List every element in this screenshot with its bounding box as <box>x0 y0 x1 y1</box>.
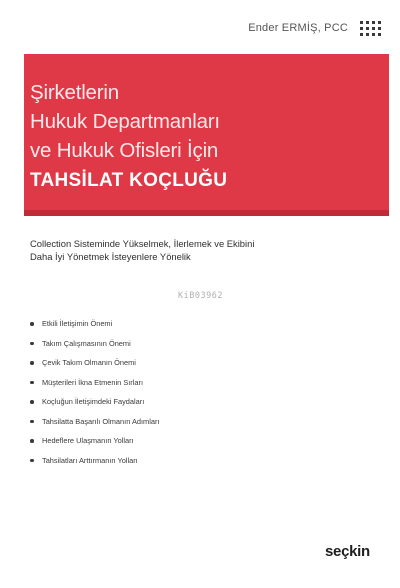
bullet-icon <box>30 439 34 443</box>
author-name: Ender ERMİŞ, PCC <box>248 22 348 34</box>
bullet-icon <box>30 322 34 326</box>
title-lines <box>30 78 220 165</box>
bullet-icon <box>30 459 34 463</box>
topic-item <box>30 435 159 455</box>
book-title: TAHSİLAT KOÇLUĞU <box>30 170 228 191</box>
topic-item <box>30 416 159 436</box>
title-line: Hukuk Departmanları <box>30 110 220 133</box>
watermark: KiB03962 <box>178 291 223 301</box>
topic-item <box>30 396 159 416</box>
topic-item <box>30 318 159 338</box>
topic-label: Koçluğun İletişimdeki Faydaları <box>42 397 145 406</box>
bullet-icon <box>30 400 34 404</box>
topic-label: Takım Çalışmasının Önemi <box>42 338 131 348</box>
topic-label: Tahsilatları Arttırmanın Yolları <box>42 455 138 465</box>
publisher-dots-icon <box>360 21 378 37</box>
topic-list <box>30 318 159 474</box>
bullet-icon <box>30 342 34 346</box>
topic-label: Müşterileri İkna Etmenin Sırları <box>42 377 144 387</box>
topic-label: Hedeflere Ulaşmanın Yolları <box>42 436 134 445</box>
bullet-icon <box>30 420 34 424</box>
topic-item <box>30 455 159 475</box>
topic-item <box>30 357 159 377</box>
title-band-edge <box>24 210 389 216</box>
bullet-icon <box>30 361 34 365</box>
bullet-icon <box>30 381 34 385</box>
publisher-logo: seçkin <box>325 543 370 560</box>
topic-label: Çevik Takım Olmanın Önemi <box>42 358 136 367</box>
topic-label: Etkili İletişimin Önemi <box>42 319 113 328</box>
subtitle <box>30 237 254 263</box>
topic-item <box>30 338 159 358</box>
topic-item <box>30 377 159 397</box>
subtitle-line: Daha İyi Yönetmek İsteyenlere Yönelik <box>30 251 191 262</box>
subtitle-line: Collection Sisteminde Yükselmek, İlerlemek ve Ekibini <box>30 238 255 249</box>
title-line: Şirketlerin <box>30 81 119 104</box>
title-line: ve Hukuk Ofisleri İçin <box>30 139 219 162</box>
topic-label: Tahsilatta Başarılı Olmanın Adımları <box>42 416 160 426</box>
